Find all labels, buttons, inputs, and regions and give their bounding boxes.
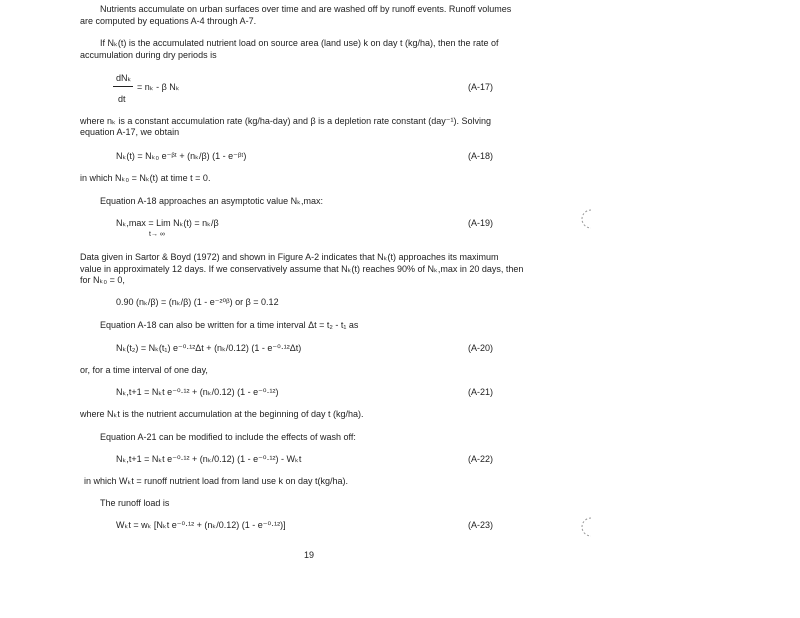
body-text: in which Nₖ₀ = Nₖ(t) at time t = 0. (80, 173, 211, 183)
equation: Nₖ,max = Lim Nₖ(t) = nₖ/β (116, 218, 219, 228)
body-text: Equation A-21 can be modified to include the effects of wash off: (100, 432, 356, 442)
body-text: Equation A-18 can also be written for a time interval Δt = t₂ - t₁ as (100, 320, 359, 330)
equation-numerator: dNₖ (116, 73, 132, 83)
equation-denominator: dt (118, 94, 126, 104)
body-text: for Nₖ₀ = 0, (80, 275, 125, 285)
margin-marker-icon (578, 208, 594, 230)
body-text: Equation A-18 approaches an asymptotic value Nₖ,max: (100, 196, 323, 206)
body-text: The runoff load is (100, 498, 170, 508)
equation-limit: t→ ∞ (149, 231, 165, 238)
equation: Wₖt = wₖ [Nₖt e⁻⁰·¹² + (nₖ/0.12) (1 - e⁻⁰·¹²)] (116, 520, 286, 530)
body-text: Nutrients accumulate on urban surfaces over time and are washed off by runoff events. Runoff volumes (100, 4, 512, 14)
body-text: If Nₖ(t) is the accumulated nutrient load on source area (land use) k on day t (kg/ha), then the rate of (100, 38, 499, 48)
body-text: in which Wₖt = runoff nutrient load from land use k on day t(kg/ha). (84, 476, 349, 486)
equation-number: (A-17) (468, 82, 494, 92)
body-text: are computed by equations A-4 through A-7. (80, 16, 257, 26)
fraction-rule (113, 86, 133, 87)
body-text: equation A-17, we obtain (80, 127, 180, 137)
equation: Nₖ,t+1 = Nₖt e⁻⁰·¹² + (nₖ/0.12) (1 - e⁻⁰·¹²) (116, 387, 279, 397)
equation-number: (A-20) (468, 343, 494, 353)
page-number: 19 (304, 550, 315, 560)
equation: = nₖ - β Nₖ (137, 82, 180, 92)
equation-number: (A-19) (468, 218, 494, 228)
body-text: value in approximately 12 days. If we conservatively assume that Nₖ(t) reaches 90% of Nₖ,max in 20 days, then (80, 264, 524, 274)
equation: Nₖ(t) = Nₖ₀ e⁻ᵝᵗ + (nₖ/β) (1 - e⁻ᵝᵗ) (116, 151, 247, 161)
body-text: Data given in Sartor & Boyd (1972) and shown in Figure A-2 indicates that Nₖ(t) approaches its maximum (80, 252, 499, 262)
body-text: or, for a time interval of one day, (80, 365, 208, 375)
equation: Nₖ,t+1 = Nₖt e⁻⁰·¹² + (nₖ/0.12) (1 - e⁻⁰·¹²) - Wₖt (116, 454, 302, 464)
equation: 0.90 (nₖ/β) = (nₖ/β) (1 - e⁻²⁰ᵝ) or β = 0.12 (116, 297, 279, 307)
body-text: where nₖ is a constant accumulation rate (kg/ha-day) and β is a depletion rate constant (day⁻¹). Solving (80, 116, 491, 126)
body-text: where Nₖt is the nutrient accumulation at the beginning of day t (kg/ha). (80, 409, 364, 419)
margin-marker-icon (578, 516, 594, 538)
equation-number: (A-23) (468, 520, 494, 530)
equation-number: (A-21) (468, 387, 494, 397)
equation-number: (A-22) (468, 454, 494, 464)
body-text: accumulation during dry periods is (80, 50, 217, 60)
equation-number: (A-18) (468, 151, 494, 161)
equation: Nₖ(t₂) = Nₖ(t₁) e⁻⁰·¹²Δt + (nₖ/0.12) (1 - e⁻⁰·¹²Δt) (116, 343, 302, 353)
